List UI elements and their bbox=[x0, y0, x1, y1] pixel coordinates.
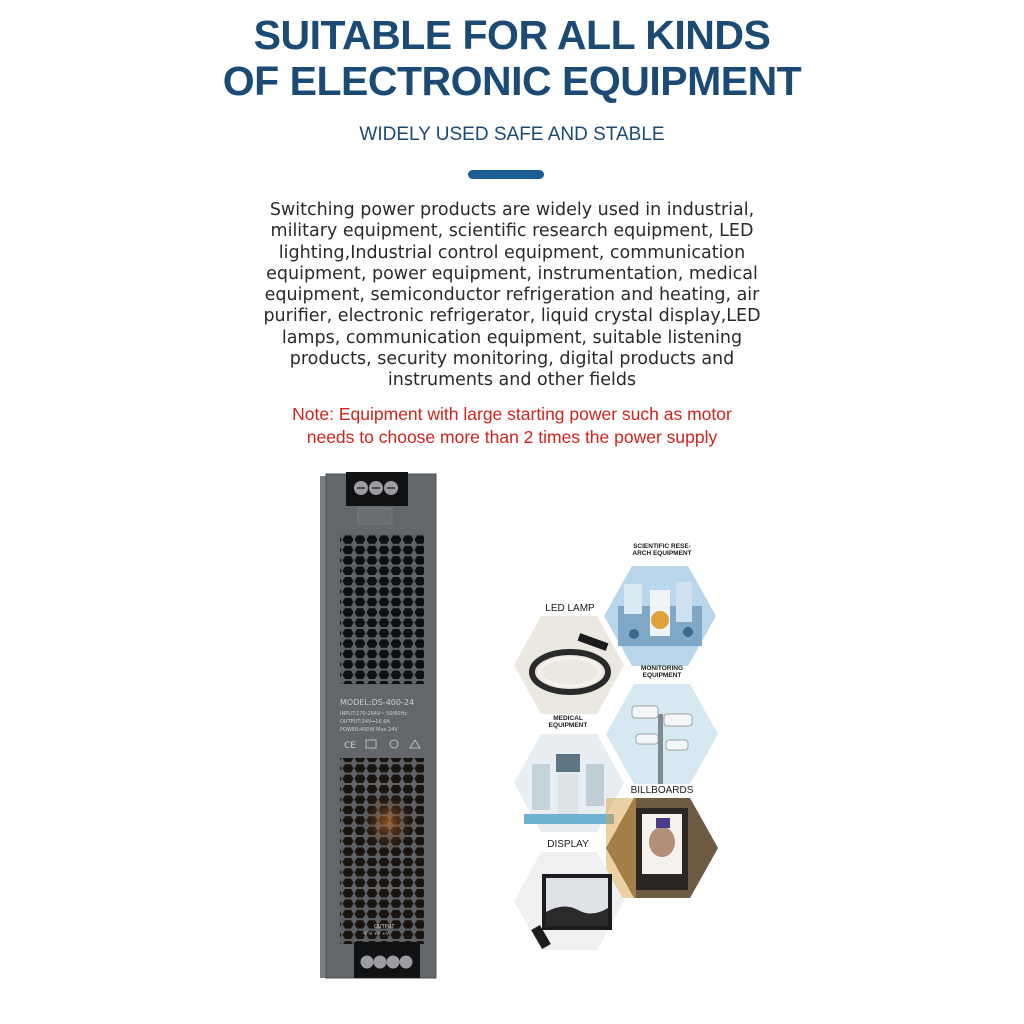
label-scientific: SCIENTIFIC RESE- ARCH EQUIPMENT bbox=[632, 543, 692, 557]
headline-line-1: SUITABLE FOR ALL KINDS bbox=[253, 12, 771, 58]
psu-model-label: MODEL:DS-400-24 bbox=[340, 698, 415, 707]
psu-terminal-polarity-label: -V -V +V +V bbox=[362, 932, 389, 937]
psu-input-label: INPUT:170-264V~ 50/60Hz bbox=[340, 711, 407, 717]
note-text: Note: Equipment with large starting power such as motor needs to choose more than 2 times the power supply bbox=[292, 404, 732, 447]
power-supply-illustration bbox=[318, 472, 438, 980]
power-supply-image bbox=[318, 472, 438, 980]
label-led-lamp: LED LAMP bbox=[545, 603, 595, 614]
psu-power-label: POWER:400W Max 24V bbox=[340, 727, 398, 733]
divider-bar bbox=[468, 170, 544, 179]
subtitle: WIDELY USED SAFE AND STABLE bbox=[359, 124, 665, 145]
label-billboards: BILLBOARDS bbox=[630, 785, 694, 796]
label-monitoring: MONITORING EQUIPMENT bbox=[640, 665, 684, 679]
svg-text:CE: CE bbox=[344, 741, 356, 751]
label-display: DISPLAY bbox=[547, 839, 589, 850]
headline-line-2: OF ELECTRONIC EQUIPMENT bbox=[222, 58, 802, 104]
psu-output-label: OUTPUT:24V⎓16.6A bbox=[340, 719, 390, 725]
description-text: Switching power products are widely used in industrial, military equipment, scientific research equipment, LED lighting,Industrial control equipment, communication equipment, power equipment, instrumentation, medical equipment, semiconductor refrigeration and heating, air purifier, electronic refrigerator, liquid crystal display,LED lamps, communication equipment, suitable listening products, security monitoring, digital products and instruments and other fields bbox=[263, 200, 761, 391]
label-medical: MEDICAL EQUIPMENT bbox=[548, 715, 588, 729]
display-image bbox=[514, 852, 624, 950]
psu-output-terminal-label: OUTPUT bbox=[374, 924, 395, 930]
